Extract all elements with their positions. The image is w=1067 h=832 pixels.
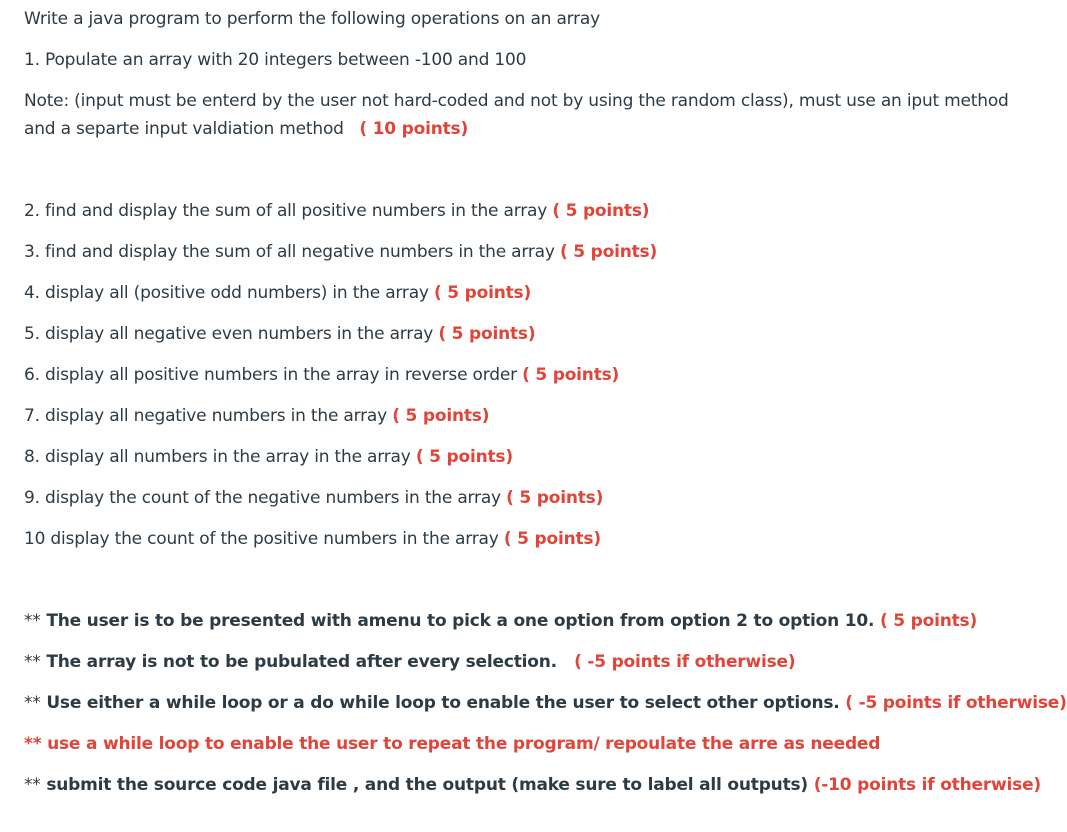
list-item [24,282,531,304]
item-1: 1. Populate an array with 20 integers between -100 and 100 [24,50,527,70]
requirement-item [24,774,1041,796]
list-item [24,528,601,550]
requirement-text: use a while loop to enable the user to repeat the program/ repoulate the arre as needed [47,734,881,754]
requirement-points: ( 5 points) [879,611,978,631]
list-item [24,200,649,222]
requirement-text: submit the source code java file , and the output (make sure to label all outputs) [46,775,808,795]
requirement-points: ( -5 points if otherwise) [574,652,796,672]
item-points: ( 5 points) [392,406,490,426]
requirement-points: (-10 points if otherwise) [813,775,1041,795]
item-text: 8. display all numbers in the array in the array [24,447,411,467]
item-points: ( 5 points) [503,529,601,549]
requirement-item [24,610,977,632]
note-text: and a separte input valdiation method [24,119,344,139]
requirement-item [24,733,880,755]
item-points: ( 5 points) [522,365,620,385]
list-item [24,241,657,263]
requirement-item [24,651,795,673]
note-line-1: Note: (input must be enterd by the user not hard-coded and not by using the random class), must use an iput method [24,91,1009,111]
list-item [24,405,489,427]
item-points: ( 5 points) [438,324,536,344]
list-item [24,487,603,509]
requirement-points: ( -5 points if otherwise) [845,693,1067,713]
item-text: 6. display all positive numbers in the array in reverse order [24,365,517,385]
item-points: ( 5 points) [506,488,604,508]
note-points: ( 10 points) [359,119,469,139]
requirement-text: The array is not to be pubulated after every selection. [46,652,557,672]
list-item [24,323,535,345]
requirement-text: Use either a while loop or a do while loop to enable the user to select other options. [46,693,840,713]
item-points: ( 5 points) [559,242,658,262]
item-points: ( 5 points) [415,447,513,467]
item-text: 2. find and display the sum of all positive numbers in the array [24,201,548,221]
requirement-stars: ** [24,775,41,795]
requirement-stars: ** [24,611,41,631]
item-text: 4. display all (positive odd numbers) in the array [24,283,429,303]
requirement-item [24,692,1067,714]
item-text: 3. find and display the sum of all negative numbers in the array [24,242,555,262]
intro-text: Write a java program to perform the following operations on an array [24,9,601,29]
item-text: 7. display all negative numbers in the array [24,406,388,426]
item-points: ( 5 points) [552,201,650,221]
item-text: 10 display the count of the positive numbers in the array [24,529,499,549]
requirement-stars: ** [24,693,41,713]
list-item [24,364,619,386]
item-text: 5. display all negative even numbers in the array [24,324,434,344]
requirement-stars: ** [24,652,41,672]
requirement-text: The user is to be presented with amenu to pick a one option from option 2 to option 10. [46,611,875,631]
list-item [24,446,513,468]
item-points: ( 5 points) [434,283,532,303]
requirement-stars: ** [24,734,42,754]
note-line-2 [24,118,468,140]
item-text: 9. display the count of the negative numbers in the array [24,488,501,508]
